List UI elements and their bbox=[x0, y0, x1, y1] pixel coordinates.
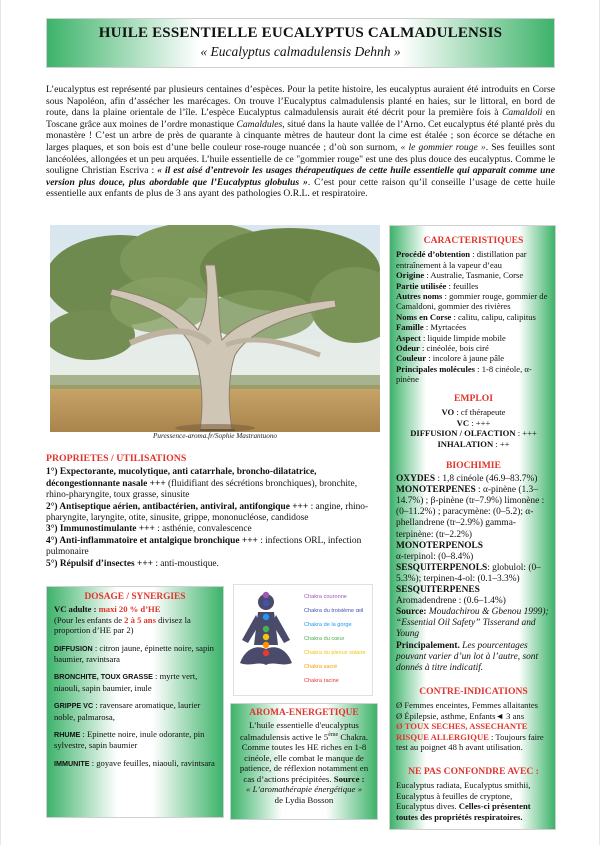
synergie-label: GRIPPE VC bbox=[54, 701, 94, 711]
biochimie-monoterpenes bbox=[396, 485, 551, 540]
biochimie-oxydes bbox=[396, 474, 551, 485]
propriete-title: 3°) Immunostimulante +++ bbox=[46, 524, 155, 535]
caracteristique-value: : Australie, Tasmanie, Corse bbox=[424, 270, 524, 281]
chakra-dot bbox=[263, 600, 269, 606]
caracteristique-row bbox=[396, 322, 551, 332]
propriete-title: 4°) Anti-inflammatoire et antalgique bronchique +++ bbox=[46, 535, 258, 546]
intro-text-5: . C’est pour cette raison qu’il conseille l’usage de cette huile essentielle aux enfants de plus de 3 ans ayant des pathologies O.R.L. et respiratoire. bbox=[46, 176, 556, 200]
chakra-figure bbox=[234, 585, 372, 695]
enfants-pre: (Pour les enfants de bbox=[54, 614, 125, 625]
tree-illustration bbox=[50, 225, 380, 432]
chakra-dot bbox=[263, 626, 269, 632]
synergie-item bbox=[54, 643, 216, 665]
chakra-label: Chakra du cœur bbox=[304, 636, 345, 642]
propriete-title: 5°) Répulsif d’insectes +++ bbox=[46, 558, 154, 569]
caracteristique-row bbox=[396, 291, 551, 312]
caracteristique-row bbox=[396, 364, 551, 385]
caracteristique-key: Famille bbox=[396, 322, 424, 333]
propriete-text: : asthénie, convalescence bbox=[154, 524, 252, 535]
caracteristique-key: Principales molécules bbox=[396, 363, 476, 374]
vc-value: maxi 20 % d’HE bbox=[98, 604, 161, 615]
aroma-sup: ème bbox=[328, 732, 339, 738]
chakra-dot bbox=[263, 592, 269, 598]
enfants-age: 2 à 5 ans bbox=[124, 614, 156, 625]
synergie-text: : citron jaune, épinette noire, sapin baumier, ravintsara bbox=[54, 642, 214, 665]
synergie-item bbox=[54, 729, 216, 751]
emploi-line bbox=[396, 428, 551, 438]
eucalyptus-tree-photo bbox=[50, 225, 380, 432]
intro-quote: « il est aisé d’entrevoir les usages thérapeutiques de cette huile essentielle qui apparait comme une version plus douce, plus abordable que l’Eucalyptus globulus » bbox=[46, 165, 555, 188]
aroma-author: de Lydia Bosson bbox=[274, 794, 334, 805]
contre-warning: Ø TOUX SECHES, ASSECHANTE bbox=[396, 721, 528, 732]
synergie-label: RHUME bbox=[54, 730, 81, 740]
caracteristique-key: Procédé d’obtention bbox=[396, 249, 471, 260]
confondre-section bbox=[390, 767, 557, 822]
photo-caption: Puressence-aroma.fr/Sophie Mastrantuono bbox=[152, 432, 278, 440]
aroma-book: « L’aromathérapie énergétique » bbox=[245, 784, 363, 795]
synergie-text: : ravensare aromatique, laurier noble, palmarosa, bbox=[54, 700, 201, 722]
biochimie-monoterpenols bbox=[396, 541, 551, 563]
propriete-item bbox=[46, 536, 381, 559]
propriete-text: : infections ORL, infection pulmonaire bbox=[46, 535, 362, 558]
caracteristique-value: : gommier rouge, gommier de Camaldoni, gommier des rivières bbox=[396, 291, 548, 312]
synergie-label: IMMUNITE bbox=[54, 758, 90, 768]
emploi-key: DIFFUSION / OLFACTION bbox=[410, 428, 516, 439]
synergie-text: : goyave feuilles, niaouli, ravintsara bbox=[89, 757, 215, 768]
page-subtitle: « Eucalyptus calmadulensis Dehnh » bbox=[200, 44, 401, 59]
propriete-title: 2°) Antiseptique aérien, antibactérien, antiviral, antifongique +++ bbox=[46, 501, 309, 512]
synergie-item bbox=[54, 700, 216, 722]
monoterpenes-value: : α-pinène (1.3–14.7%) ; β-pinène (tr–7.9%) limonène : (0–11.2%) ; paracymène: (0–5.2); α-phellandrene (tr–2.9%) gamma-terpinène: (tr–2.2%) bbox=[396, 485, 545, 540]
propriete-item bbox=[46, 524, 381, 535]
caracteristiques-section bbox=[390, 236, 557, 385]
emploi-key: VO bbox=[441, 407, 455, 418]
propriete-item bbox=[46, 502, 381, 525]
synergie-label: BRONCHITE, TOUX GRASSE bbox=[54, 672, 153, 682]
sesquiterpenes-value: Aromadendrene : (0.6–1.4%) bbox=[396, 596, 506, 607]
intro-camaldoli: Camaldoli bbox=[501, 107, 543, 119]
synergie-label: DIFFUSION bbox=[54, 643, 93, 653]
synergie-text: : Epinette noire, inule odorante, pin sylvestre, sapin baumier bbox=[54, 729, 205, 751]
emploi-value: : ++ bbox=[493, 438, 510, 449]
source-label: Source: bbox=[396, 607, 427, 618]
confondre-text: Eucalyptus radiata, Eucalyptus smithii, Eucalyptus à feuilles de cryptone, Eucalyptus dives. bbox=[396, 780, 531, 812]
biochimie-sesquiterpenes bbox=[396, 585, 551, 607]
enfants-post: divisez la proportion d’HE par 2) bbox=[54, 614, 191, 636]
propriete-text: : anti-moustique. bbox=[153, 558, 219, 569]
monoterpenols-label: MONOTERPENOLS bbox=[396, 540, 483, 551]
caracteristique-key: Partie utilisée bbox=[396, 280, 447, 291]
right-column bbox=[389, 225, 556, 830]
propriete-title: 1°) Expectorante, mucolytique, anti catarrhale, broncho-dilatatrice, décongestionnante nasale +++ bbox=[46, 467, 317, 489]
biochimie-heading: BIOCHIMIE bbox=[446, 460, 501, 471]
caracteristique-row bbox=[396, 270, 551, 280]
propriete-item bbox=[46, 467, 381, 501]
vc-adulte bbox=[54, 604, 216, 614]
chakra-label: Chakra racine bbox=[304, 678, 339, 684]
title-banner bbox=[46, 18, 555, 68]
principalement-note: Les pourcentages pouvant varier d’un lot à l’autre, sont donnés à titre indicatif. bbox=[396, 640, 539, 673]
caracteristique-row bbox=[396, 343, 551, 353]
emploi-value: : +++ bbox=[469, 417, 491, 428]
intro-text-4: . Ses feuilles sont lancéolées, allongées et un peu arquées. L’huile essentielle de ce "gommier rouge" est une des plus douce des eucalyptus. Comme le souligne Christian Escriva : bbox=[46, 141, 555, 177]
intro-gommier: « le gommier rouge » bbox=[400, 141, 486, 153]
chakra-label: Chakra du troisième œil bbox=[304, 608, 364, 614]
chakra-dot bbox=[263, 650, 269, 656]
emploi-line bbox=[396, 407, 551, 417]
intro-text-3: situé dans la haute vallée de l’Arno. Cet eucalyptus été planté près du monastère ! C’est un arbre de près de quarante à cinquante mètres de hauteur dont la cime est étalée ; son écorce se détache en larges plaques, et son bois est d’une belle couleur rose-rouge nuancée ; d’où son surnom, bbox=[46, 118, 555, 153]
caracteristique-value: : Myrtacées bbox=[423, 322, 467, 333]
chakra-label: Chakra de la gorge bbox=[304, 622, 352, 628]
contre-indications-heading: CONTRE-INDICATIONS bbox=[419, 686, 528, 697]
chakra-dot bbox=[263, 614, 269, 620]
oxydes-value: : 1,8 cinéole (46.9–83.7%) bbox=[435, 474, 538, 485]
emploi-section bbox=[390, 394, 557, 449]
vc-label: VC adulte : bbox=[54, 604, 99, 615]
monoterpenes-label: MONOTERPENES bbox=[396, 485, 476, 496]
emploi-value: : cf thérapeute bbox=[454, 407, 506, 418]
caracteristique-key: Origine bbox=[396, 270, 425, 281]
caracteristique-row bbox=[396, 312, 551, 322]
proprietes-section bbox=[46, 453, 381, 570]
caracteristique-value: : 1-8 cinéole, α-pinène bbox=[396, 363, 532, 385]
chakra-dot bbox=[263, 634, 269, 640]
intro-paragraph bbox=[46, 84, 555, 200]
caracteristique-key: Aspect bbox=[396, 332, 421, 343]
propriete-text: : angine, rhino-pharyngite, laryngite, otite, sinusite, grippe, mononucléose, candidose bbox=[46, 501, 369, 524]
biochimie-sesquiterpenols bbox=[396, 563, 551, 585]
dosage-box bbox=[46, 586, 224, 818]
emploi-key: VC bbox=[456, 417, 470, 428]
propriete-item bbox=[46, 559, 381, 570]
oxydes-label: OXYDES bbox=[396, 474, 436, 485]
chakra-labels bbox=[304, 594, 366, 684]
caracteristique-key: Odeur bbox=[396, 343, 420, 354]
intro-camaldules: Camaldules, bbox=[236, 118, 285, 130]
intro-text-1: L’eucalyptus est représenté par plusieurs centaines d’espèces. Pour la petite histoire, les eucalyptus auraient été introduits en Corse sous Napoléon, afin d’assécher les marécages. On trouve l’Eucalyptus calmadulensis planté en haies, sur le littoral, en bord de route, dans la plaine orientale de l’île. L’espèce Eucalyptus calmadulensis aurait été décrit pour la première fois à bbox=[46, 84, 555, 119]
aroma-source-label: Source : bbox=[333, 773, 365, 784]
emploi-key: INHALATION bbox=[437, 438, 494, 449]
synergie-item bbox=[54, 671, 216, 693]
allergie-label: RISQUE ALLERGIQUE bbox=[396, 731, 489, 742]
contre-line: Ø Épilepsie, asthme, Enfants◄ 3 ans bbox=[396, 710, 525, 721]
aroma-text-1: L’huile essentielle d'eucalyptus calmadulensis active le 5 bbox=[240, 719, 359, 742]
emploi-heading: EMPLOI bbox=[454, 393, 493, 404]
caracteristique-key: Noms en Corse bbox=[396, 311, 452, 322]
emploi-value: : +++ bbox=[515, 428, 537, 439]
biochimie-section bbox=[390, 460, 557, 674]
emploi-line bbox=[396, 439, 551, 449]
source-value: Moudachirou & Gbenou 1999); “Essential Oil Safety” Tisserand and Young bbox=[396, 607, 549, 640]
caracteristique-row bbox=[396, 333, 551, 343]
proprietes-heading: PROPRIETES / UTILISATIONS bbox=[46, 453, 187, 464]
chakra-diagram bbox=[233, 584, 373, 696]
caracteristique-value: : cinéolée, bois ciré bbox=[419, 343, 489, 354]
chakra-label: Chakra couronne bbox=[304, 594, 347, 600]
caracteristique-value: : distillation par entraînement à la vapeur d’eau bbox=[396, 249, 527, 270]
synergie-item bbox=[54, 758, 216, 769]
sesquiterpenes-label: SESQUITERPENES bbox=[396, 585, 480, 596]
caracteristique-row bbox=[396, 353, 551, 363]
caracteristique-row bbox=[396, 281, 551, 291]
aroma-text-2: Chakra. Comme toutes les HE riches en 1-8 cinéole, elle combat le manque de patience, de réflexion notamment en cas d’actions précipitées. bbox=[239, 731, 369, 784]
caracteristique-value: : liquide limpide mobile bbox=[420, 332, 506, 343]
monoterpenols-value: α-terpinol: (0–8.4%) bbox=[396, 551, 474, 562]
intro-text-2: en Toscane grâce aux moines de l’ordre monastique bbox=[46, 107, 555, 130]
page-title: HUILE ESSENTIELLE EUCALYPTUS CALMADULENSIS bbox=[98, 25, 503, 41]
propriete-text: (fluidifiant des sécrétions bronchiques), bronchite, rhino-pharyngite, toux grasse, sinusite bbox=[46, 478, 358, 501]
sesquiterpenols-value: : globulol: (0–5.3%); terpinen-4-ol: (0.1–3.3%) bbox=[396, 562, 541, 584]
biochimie-source bbox=[396, 607, 551, 640]
caracteristique-value: : calitu, calipu, calipitus bbox=[451, 311, 536, 322]
sesquiterpenols-label: SESQUITERPENOLS bbox=[396, 562, 488, 573]
chakra-label: Chakra sacré bbox=[304, 664, 338, 670]
caracteristique-row bbox=[396, 249, 551, 270]
biochimie-note bbox=[396, 641, 551, 674]
chakra-dot bbox=[263, 642, 269, 648]
aroma-energetique-box bbox=[230, 703, 378, 820]
contre-allergie bbox=[396, 732, 551, 753]
emploi-line bbox=[396, 418, 551, 428]
caracteristiques-heading: CARACTERISTIQUES bbox=[423, 235, 524, 246]
caracteristique-key: Couleur bbox=[396, 353, 427, 364]
caracteristique-value: : feuilles bbox=[446, 280, 479, 291]
principalement-label: Principalement. bbox=[396, 640, 460, 651]
enfants-note bbox=[54, 615, 216, 636]
caracteristique-key: Autres noms bbox=[396, 291, 443, 302]
caracteristique-value: : incolore à jaune pâle bbox=[426, 353, 505, 364]
confondre-bold: Celles-ci présentent toutes des propriétés respiratoires. bbox=[396, 801, 531, 822]
chakra-label: Chakra du plexus solaire bbox=[304, 650, 366, 656]
synergie-text: : myrte vert, niaouli, sapin baumier, inule bbox=[54, 671, 198, 693]
allergie-text: : Toujours faire test au poignet 48 h avant utilisation. bbox=[396, 731, 544, 753]
confondre-heading: NE PAS CONFONDRE AVEC : bbox=[408, 766, 539, 777]
contre-line: Ø Femmes enceintes, Femmes allaitantes bbox=[396, 700, 538, 711]
aroma-heading: AROMA-ENERGETIQUE bbox=[249, 708, 359, 718]
dosage-heading: DOSAGE / SYNERGIES bbox=[84, 592, 186, 602]
contre-indications-section bbox=[390, 687, 557, 752]
